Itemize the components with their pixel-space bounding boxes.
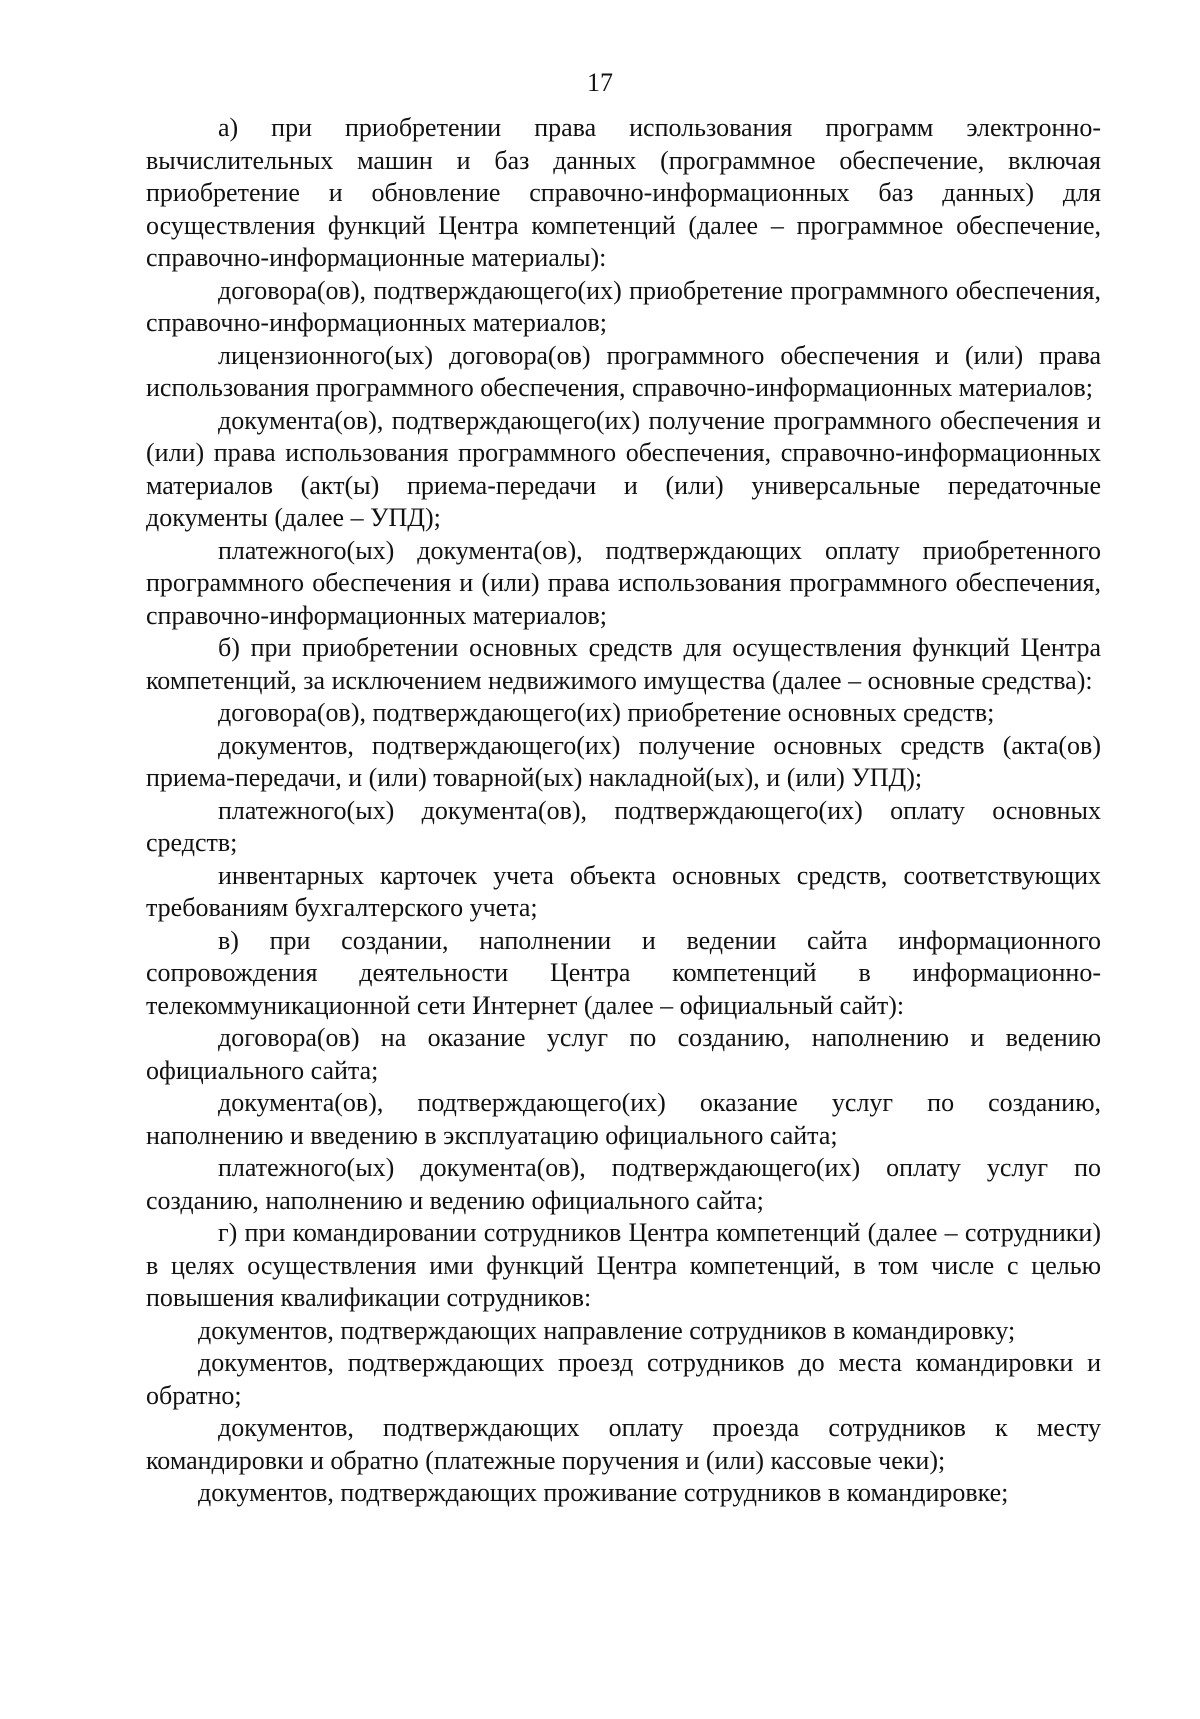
paragraph-software-contract: договора(ов), подтверждающего(их) приобретение программного обеспечения, справочно-информационных материалов; bbox=[146, 275, 1101, 337]
paragraph-website-payment: платежного(ых) документа(ов), подтверждающего(их) оплату услуг по созданию, наполнению и ведению официального сайта; bbox=[146, 1153, 1101, 1215]
paragraph-assets-receipt: документов, подтверждающего(их) получение основных средств (акта(ов) приема-передачи, и (или) товарной(ых) накладной(ых), и (или) УПД); bbox=[146, 730, 1101, 792]
paragraph-software-receipt: документа(ов), подтверждающего(их) получение программного обеспечения и (или) права использования программного обеспечения, справочно-информационных материалов (акт(ы) приема-передачи и (или) универсальные передаточные документы (далее – УПД); bbox=[146, 405, 1101, 532]
paragraph-trip-travel-payment: документов, подтверждающих оплату проезда сотрудников к месту командировки и обратно (платежные поручения и (или) кассовые чеки); bbox=[146, 1413, 1101, 1475]
paragraph-website-services: документа(ов), подтверждающего(их) оказание услуг по созданию, наполнению и введению в эксплуатацию официального сайта; bbox=[146, 1088, 1101, 1150]
paragraph-c-website: в) при создании, наполнении и ведении сайта информационного сопровождения деятельности Центра компетенций в информационно-телекоммуникационной сети Интернет (далее – официальный сайт): bbox=[146, 925, 1101, 1020]
paragraph-trip-assignment: документов, подтверждающих направление сотрудников в командировку; bbox=[198, 1315, 1016, 1345]
paragraph-website-contract: договора(ов) на оказание услуг по созданию, наполнению и ведению официального сайта; bbox=[146, 1023, 1101, 1085]
document-body bbox=[146, 112, 1101, 1510]
paragraph-a-software: а) при приобретении права использования программ электронно-вычислительных машин и баз данных (программное обеспечение, включая приобретение и обновление справочно-информационных баз данных) для осуществления функций Центра компетенций (далее – программное обеспечение, справочно-информационные материалы): bbox=[146, 113, 1101, 272]
paragraph-assets-payment: платежного(ых) документа(ов), подтверждающего(их) оплату основных средств; bbox=[146, 795, 1101, 857]
paragraph-trip-travel: документов, подтверждающих проезд сотрудников до места командировки и обратно; bbox=[146, 1348, 1101, 1410]
page-number: 17 bbox=[587, 68, 613, 97]
paragraph-trip-accommodation: документов, подтверждающих проживание сотрудников в командировке; bbox=[198, 1478, 1009, 1507]
paragraph-assets-contract: договора(ов), подтверждающего(их) приобретение основных средств; bbox=[218, 698, 995, 727]
paragraph-inventory-cards: инвентарных карточек учета объекта основных средств, соответствующих требованиям бухгалтерского учета; bbox=[146, 860, 1101, 922]
paragraph-software-payment: платежного(ых) документа(ов), подтверждающих оплату приобретенного программного обеспечения и (или) права использования программного обеспечения, справочно-информационных материалов; bbox=[146, 535, 1101, 630]
paragraph-license-agreement: лицензионного(ых) договора(ов) программного обеспечения и (или) права использования программного обеспечения, справочно-информационных материалов; bbox=[146, 340, 1101, 402]
paragraph-d-business-trips: г) при командировании сотрудников Центра компетенций (далее – сотрудники) в целях осуществления ими функций Центра компетенций, в том числе с целью повышения квалификации сотрудников: bbox=[146, 1218, 1101, 1312]
paragraph-b-fixed-assets: б) при приобретении основных средств для осуществления функций Центра компетенций, за исключением недвижимого имущества (далее – основные средства): bbox=[146, 633, 1101, 695]
